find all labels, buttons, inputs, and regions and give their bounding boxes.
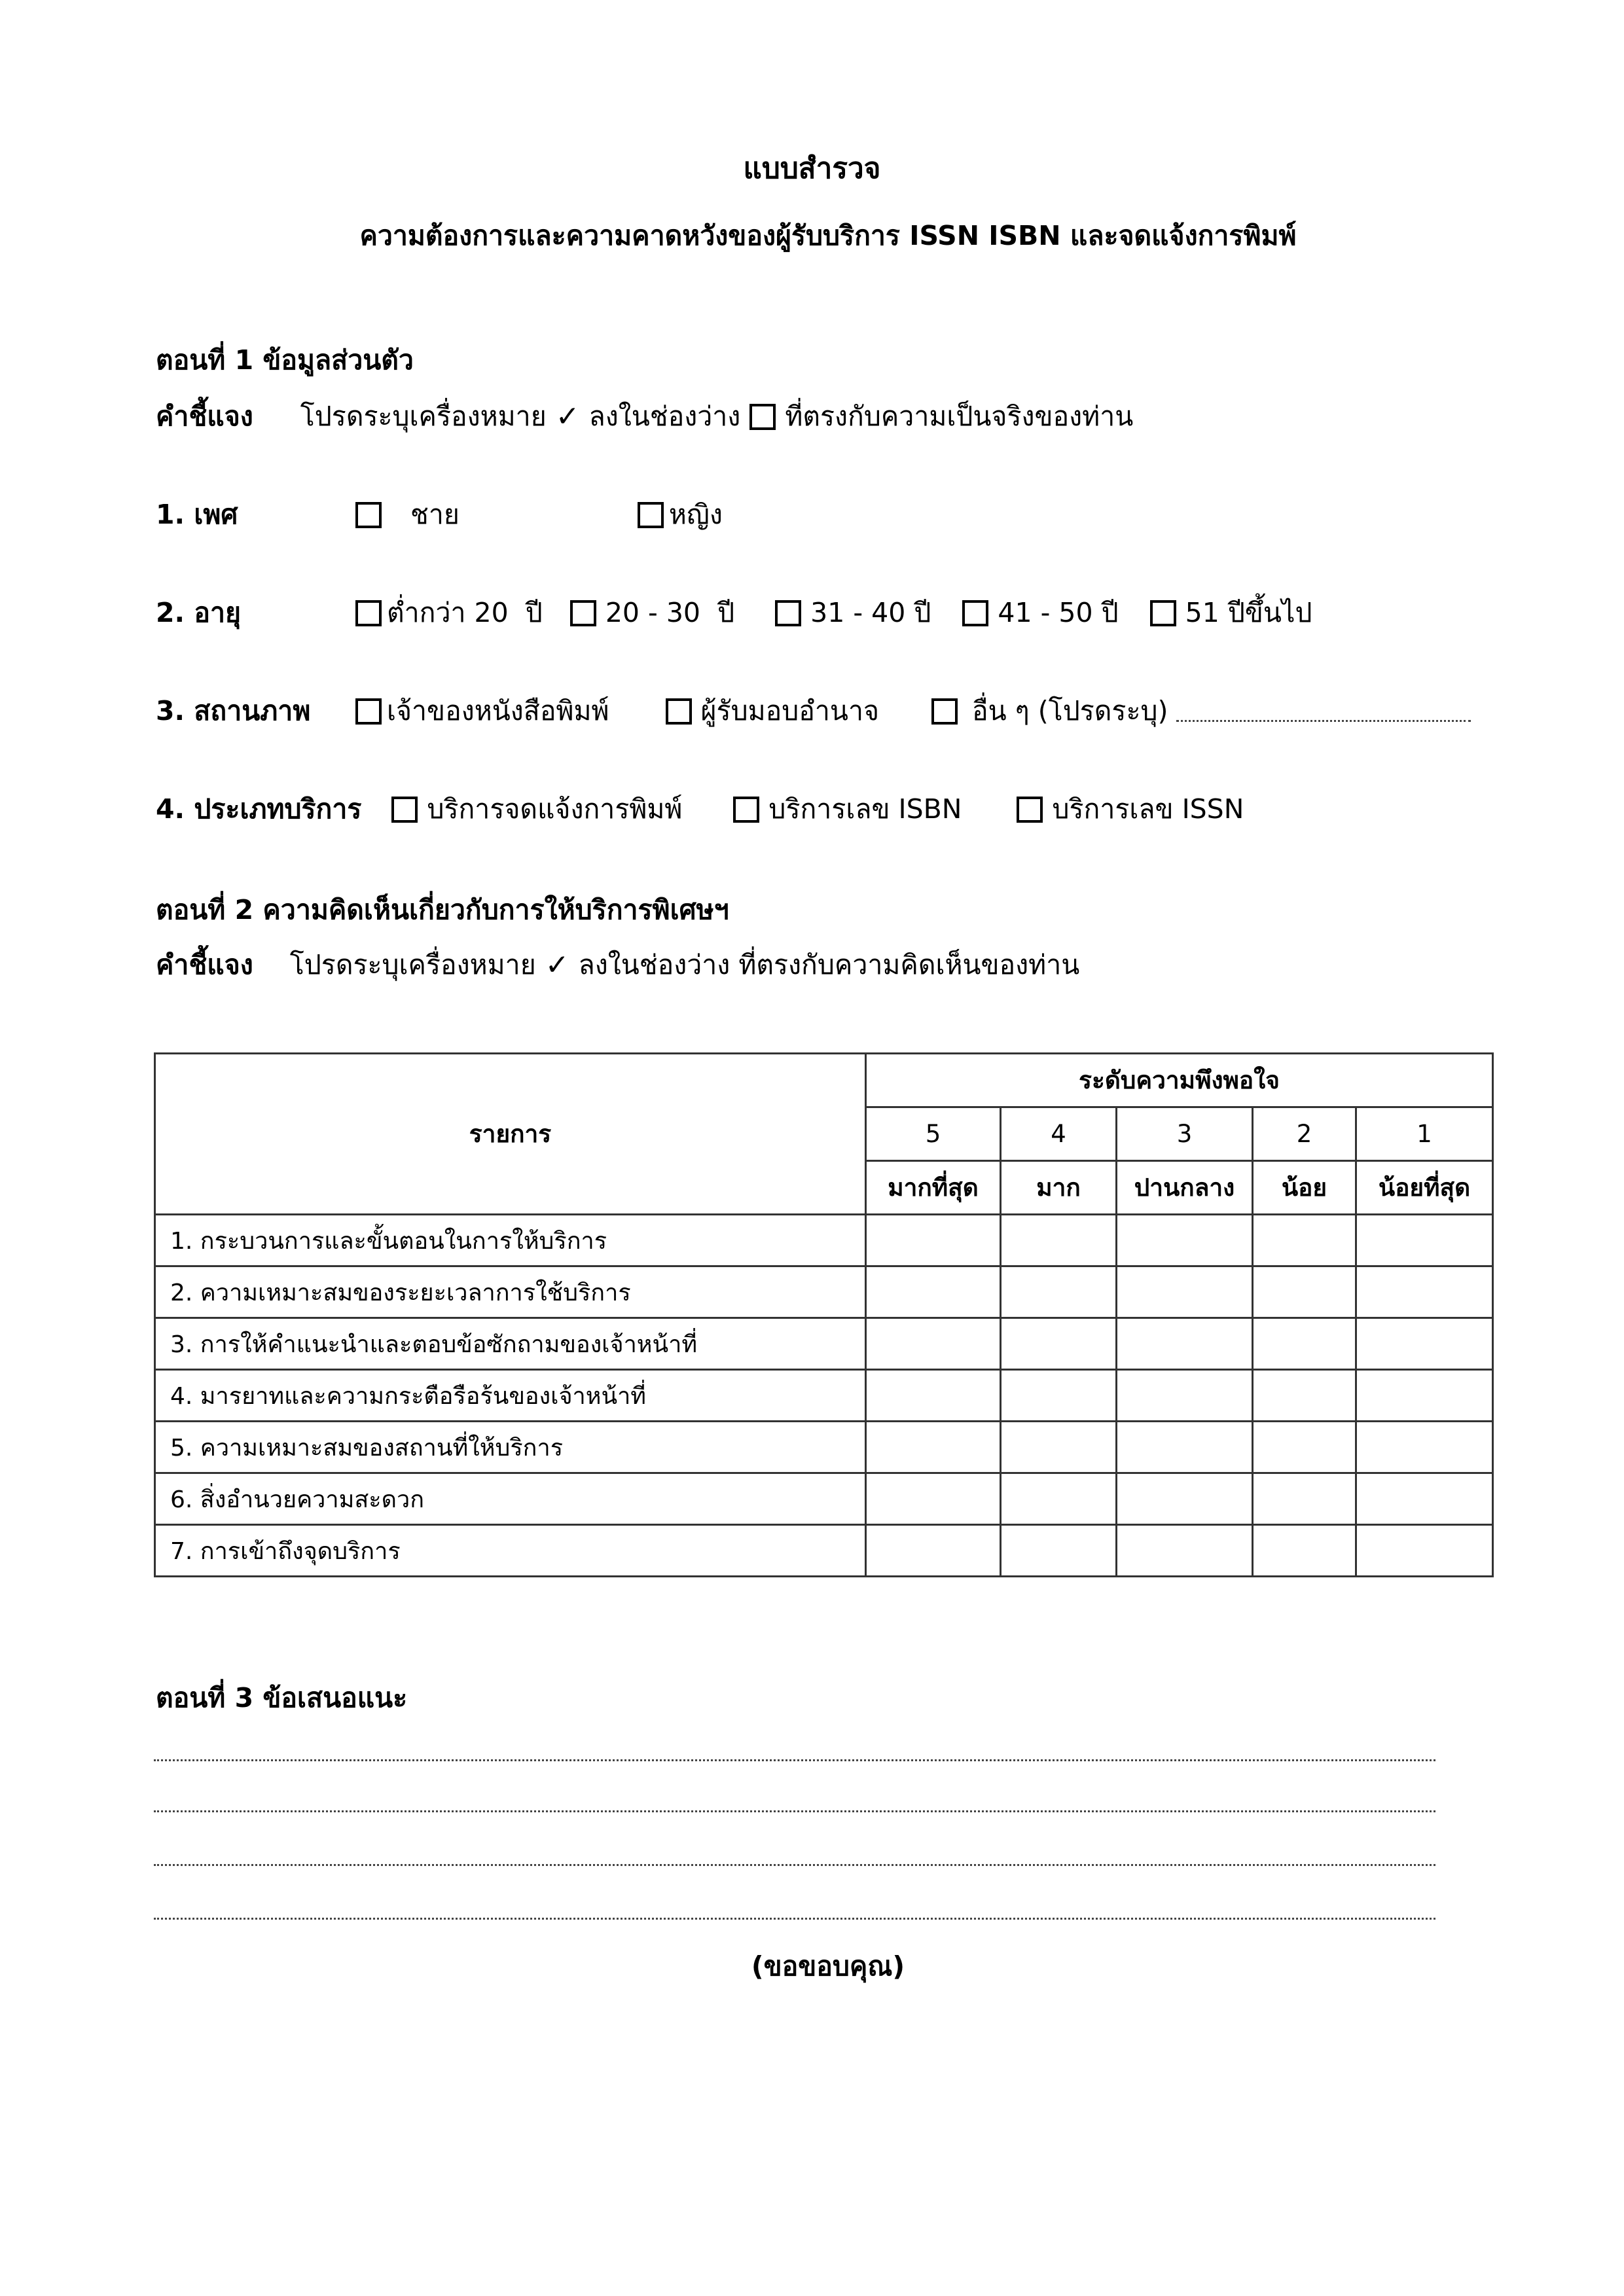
level-label: ปานกลาง — [1117, 1161, 1253, 1215]
table-row — [155, 1318, 1493, 1370]
rating-cell[interactable] — [1001, 1473, 1117, 1525]
option-label: บริการเลข ISBN — [768, 793, 962, 825]
item-column-header: รายการ — [155, 1054, 866, 1215]
option-age-under-20[interactable] — [355, 592, 543, 634]
option-other[interactable] — [931, 690, 1168, 732]
row-item: 5. ความเหมาะสมของสถานที่ให้บริการ — [155, 1422, 866, 1473]
option-label: 41 - 50 ปี — [998, 597, 1119, 628]
option-label: 51 ปีขึ้นไป — [1185, 597, 1312, 628]
option-label: ต่ำกว่า 20 ปี — [387, 597, 543, 628]
row-item: 7. การเข้าถึงจุดบริการ — [155, 1525, 866, 1577]
rating-cell[interactable] — [866, 1266, 1001, 1318]
table-row — [155, 1215, 1493, 1266]
rating-cell[interactable] — [1001, 1318, 1117, 1370]
instruction-text-post: ลงในช่องว่าง ที่ตรงกับความคิดเห็นของท่าน — [578, 949, 1080, 980]
question-label: 4. ประเภทบริการ — [156, 793, 362, 825]
checkbox-icon[interactable] — [1017, 797, 1043, 823]
option-authorized[interactable] — [666, 690, 879, 732]
rating-cell[interactable] — [866, 1525, 1001, 1577]
level-score: 1 — [1356, 1107, 1493, 1161]
checkbox-icon[interactable] — [775, 600, 801, 626]
table-row — [155, 1473, 1493, 1525]
checkbox-icon[interactable] — [355, 600, 382, 626]
level-label: มาก — [1001, 1161, 1117, 1215]
option-label: ผู้รับมอบอำนาจ — [700, 695, 879, 726]
form-subtitle: ความต้องการและความคาดหวังของผู้รับบริการ ISSN ISBN และจดแจ้งการพิมพ์ — [359, 220, 1297, 251]
row-item: 2. ความเหมาะสมของระยะเวลาการใช้บริการ — [155, 1266, 866, 1318]
table-row — [155, 1525, 1493, 1577]
question-label: 1. เพศ — [156, 499, 238, 530]
rating-cell[interactable] — [1001, 1370, 1117, 1422]
rating-cell[interactable] — [1356, 1422, 1493, 1473]
level-score: 2 — [1253, 1107, 1356, 1161]
rating-cell[interactable] — [1117, 1215, 1253, 1266]
option-label: บริการเลข ISSN — [1052, 793, 1244, 825]
option-issn[interactable] — [1017, 788, 1244, 831]
option-owner[interactable] — [355, 690, 609, 732]
rating-cell[interactable] — [1001, 1422, 1117, 1473]
question-status — [156, 690, 1471, 732]
rating-cell[interactable] — [1356, 1473, 1493, 1525]
table-row — [155, 1266, 1493, 1318]
option-label: เจ้าของหนังสือพิมพ์ — [387, 695, 609, 726]
option-label: บริการจดแจ้งการพิมพ์ — [427, 793, 683, 825]
option-age-41-50[interactable] — [962, 592, 1118, 634]
option-age-51-plus[interactable] — [1150, 592, 1312, 634]
satisfaction-table — [154, 1052, 1494, 1577]
level-label: มากที่สุด — [866, 1161, 1001, 1215]
rating-cell[interactable] — [866, 1318, 1001, 1370]
checkbox-icon[interactable] — [962, 600, 988, 626]
rating-cell[interactable] — [1117, 1370, 1253, 1422]
rating-cell[interactable] — [1356, 1318, 1493, 1370]
option-label: หญิง — [668, 499, 723, 530]
option-label: อื่น ๆ (โปรดระบุ) — [972, 695, 1168, 726]
checkbox-icon[interactable] — [355, 698, 382, 725]
option-label: 20 - 30 ปี — [605, 597, 735, 628]
question-age — [156, 592, 1312, 634]
rating-cell[interactable] — [1001, 1525, 1117, 1577]
rating-cell[interactable] — [1356, 1215, 1493, 1266]
rating-cell[interactable] — [1001, 1266, 1117, 1318]
question-service-type — [156, 788, 1244, 831]
rating-cell[interactable] — [1117, 1422, 1253, 1473]
instruction-text-pre: โปรดระบุเครื่องหมาย — [289, 949, 536, 980]
rating-cell[interactable] — [1253, 1370, 1356, 1422]
scale-header: ระดับความพึงพอใจ — [866, 1054, 1493, 1107]
row-item: 3. การให้คำแนะนำและตอบข้อซักถามของเจ้าหน้าที่ — [155, 1318, 866, 1370]
part2-instruction — [156, 944, 1079, 986]
level-score: 5 — [866, 1107, 1001, 1161]
rating-cell[interactable] — [1356, 1525, 1493, 1577]
rating-cell[interactable] — [1253, 1473, 1356, 1525]
checkbox-icon[interactable] — [666, 698, 692, 725]
rating-cell[interactable] — [1253, 1215, 1356, 1266]
rating-cell[interactable] — [1117, 1318, 1253, 1370]
row-item: 6. สิ่งอำนวยความสะดวก — [155, 1473, 866, 1525]
rating-cell[interactable] — [1253, 1266, 1356, 1318]
checkbox-icon[interactable] — [733, 797, 759, 823]
option-label: ชาย — [410, 499, 460, 530]
checkbox-icon[interactable] — [355, 502, 382, 528]
check-mark-icon: ✓ — [555, 400, 580, 433]
instruction-label: คำชี้แจง — [156, 949, 253, 980]
row-item: 4. มารยาทและความกระตือรือร้นของเจ้าหน้าที่ — [155, 1370, 866, 1422]
rating-cell[interactable] — [866, 1422, 1001, 1473]
question-label: 3. สถานภาพ — [156, 695, 311, 726]
rating-cell[interactable] — [1253, 1422, 1356, 1473]
rating-cell[interactable] — [1253, 1318, 1356, 1370]
rating-cell[interactable] — [866, 1370, 1001, 1422]
part1-heading: ตอนที่ 1 ข้อมูลส่วนตัว — [156, 344, 414, 376]
other-specify-field[interactable] — [1176, 700, 1471, 722]
row-item: 1. กระบวนการและขั้นตอนในการให้บริการ — [155, 1215, 866, 1266]
level-label: น้อยที่สุด — [1356, 1161, 1493, 1215]
rating-cell[interactable] — [1356, 1370, 1493, 1422]
instruction-text-post: ที่ตรงกับความเป็นจริงของท่าน — [785, 401, 1134, 432]
checkbox-icon[interactable] — [931, 698, 958, 725]
thank-you-text: (ขอขอบคุณ) — [751, 1950, 905, 1982]
suggestion-line[interactable] — [154, 1759, 1435, 1761]
table-row — [155, 1370, 1493, 1422]
question-label: 2. อายุ — [156, 597, 242, 628]
question-gender — [156, 493, 723, 536]
rating-cell[interactable] — [866, 1215, 1001, 1266]
instruction-label: คำชี้แจง — [156, 401, 253, 432]
rating-cell[interactable] — [1117, 1266, 1253, 1318]
rating-cell[interactable] — [1356, 1266, 1493, 1318]
checkbox-icon[interactable] — [391, 797, 418, 823]
option-age-20-30[interactable] — [570, 592, 734, 634]
option-age-31-40[interactable] — [775, 592, 931, 634]
option-male[interactable] — [355, 493, 460, 536]
part1-instruction — [156, 395, 1133, 438]
instruction-text-mid: ลงในช่องว่าง — [588, 401, 741, 432]
rating-cell[interactable] — [1117, 1525, 1253, 1577]
rating-cell[interactable] — [866, 1473, 1001, 1525]
part2-heading: ตอนที่ 2 ความคิดเห็นเกี่ยวกับการให้บริการพิเศษฯ — [156, 894, 729, 925]
form-title: แบบสำรวจ — [743, 152, 881, 185]
checkbox-icon[interactable] — [1150, 600, 1176, 626]
table-row — [155, 1422, 1493, 1473]
level-label: น้อย — [1253, 1161, 1356, 1215]
level-score: 4 — [1001, 1107, 1117, 1161]
rating-cell[interactable] — [1001, 1215, 1117, 1266]
level-score: 3 — [1117, 1107, 1253, 1161]
option-print-notification[interactable] — [391, 788, 682, 831]
option-label: 31 - 40 ปี — [810, 597, 931, 628]
check-mark-icon: ✓ — [545, 948, 569, 982]
suggestion-line[interactable] — [154, 1864, 1435, 1866]
option-isbn[interactable] — [733, 788, 962, 831]
instruction-text-pre: โปรดระบุเครื่องหมาย — [300, 401, 547, 432]
rating-cell[interactable] — [1117, 1473, 1253, 1525]
checkbox-icon[interactable] — [570, 600, 596, 626]
checkbox-icon[interactable] — [638, 502, 664, 528]
part3-heading: ตอนที่ 3 ข้อเสนอแนะ — [156, 1682, 408, 1713]
suggestion-line[interactable] — [154, 1918, 1435, 1920]
checkbox-icon — [749, 404, 776, 430]
option-female[interactable] — [638, 493, 723, 536]
suggestion-line[interactable] — [154, 1810, 1435, 1812]
rating-cell[interactable] — [1253, 1525, 1356, 1577]
